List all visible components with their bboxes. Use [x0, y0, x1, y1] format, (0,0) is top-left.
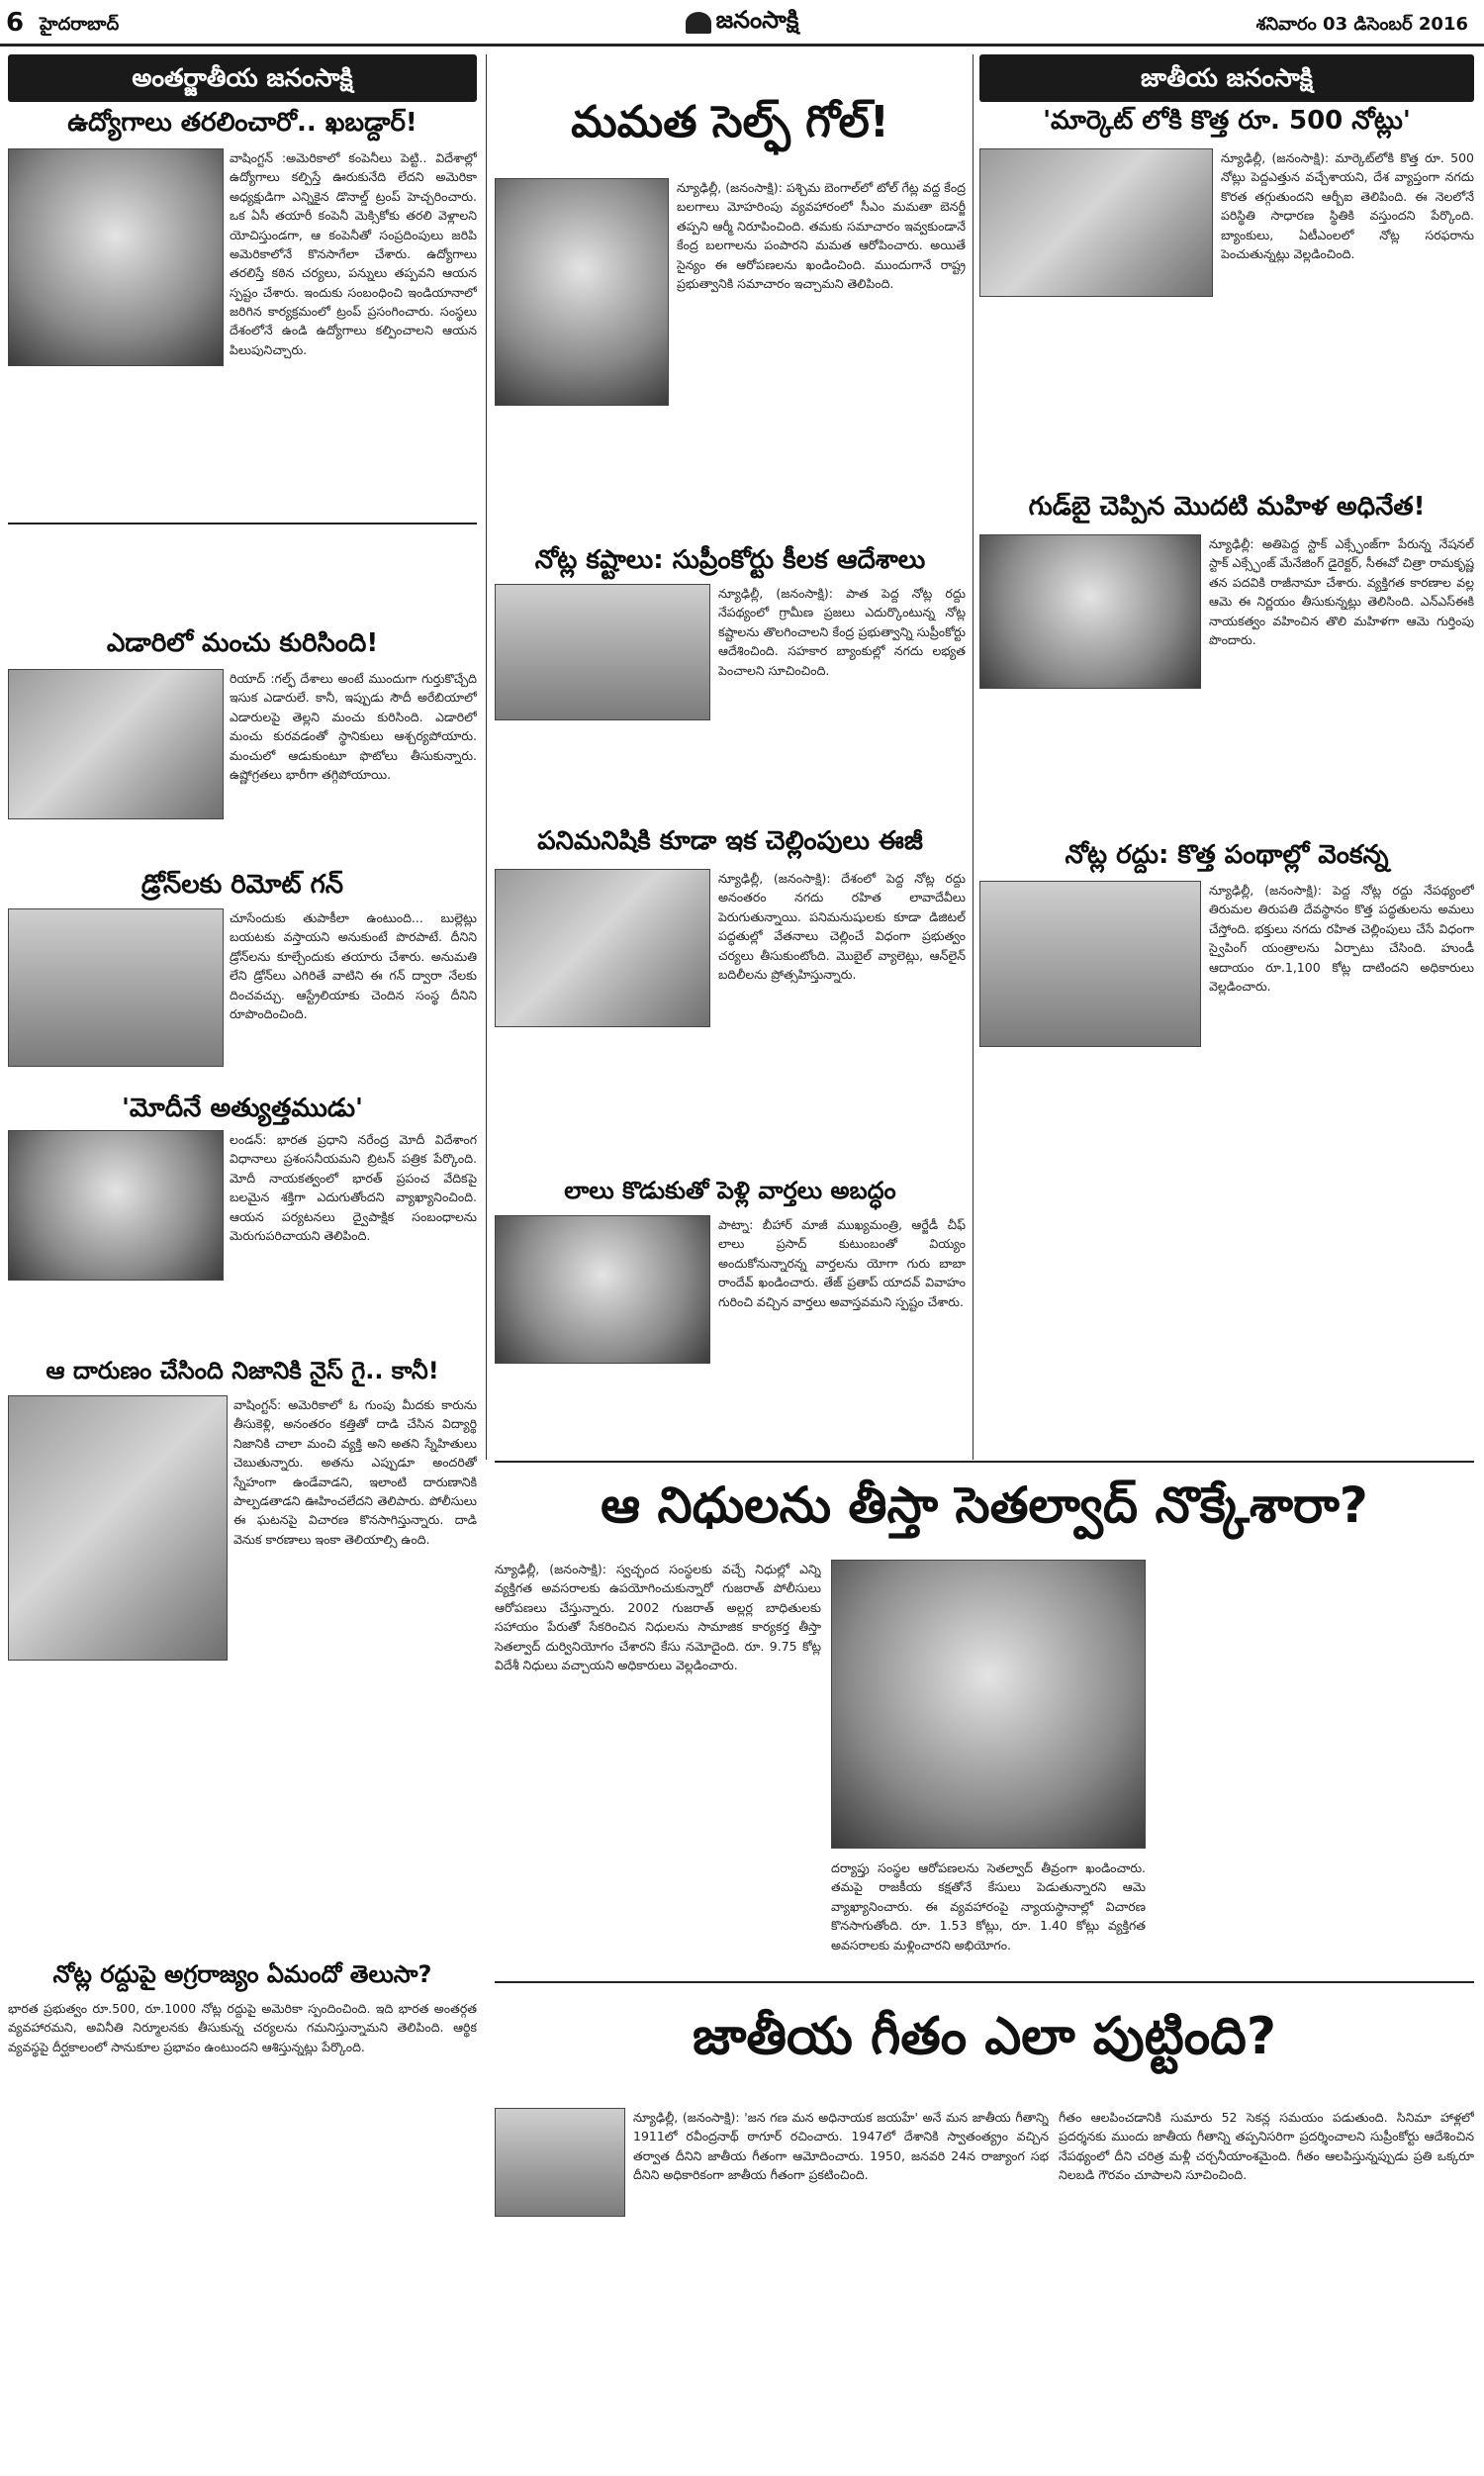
- article-headline: ఎడారిలో మంచు కురిసింది!: [106, 628, 379, 658]
- article-headline: లాలు కొడుకుతో పెళ్లి వార్తలు అబద్ధం: [564, 1177, 896, 1204]
- column-divider: [973, 54, 974, 1460]
- ramdev-lalu-photo: [495, 1215, 710, 1364]
- header-rule: [0, 44, 1484, 47]
- article-body: గీతం ఆలపించడానికి సుమారు 52 సెకన్ల సమయం పడుతుంది. సినిమా హాళ్లలో ప్రదర్శనకు ముందు జాతీయ గీతాన్ని తప్పనిసరిగా ప్రదర్శించాలని సుప్రీంకోర్టు ఆదేశించిన నేపథ్యంలో దీని చరిత్ర మళ్లీ చర్చనీయాంశమైంది. గీతం ఆలపిస్తున్నప్పుడు ప్రతి ఒక్కరూ నిలబడి గౌరవం చూపాలని సూచించింది.: [1059, 2110, 1474, 2183]
- drone-gun-photo: [8, 908, 224, 1067]
- issue-date: శనివారం 03 డిసెంబర్ 2016: [1255, 14, 1468, 35]
- supreme-court-photo: [495, 584, 710, 720]
- article-body: చూసేందుకు తుపాకీలా ఉంటుంది... బుల్లెట్లు బయటకు వస్తాయని అనుకుంటే పొరపాటే. దీనిని డ్రోన్‌లను కూల్చేందుకు తయారు చేశారు. అనుమతి లేని డ్రోన్‌లు ఎగిరితే వాటిని ఈ గన్ ద్వారా నేలకు దించవచ్చు. ఆస్ట్రేలియాకు చెందిన సంస్థ దీనిని రూపొందించింది.: [230, 910, 477, 1021]
- article-body: భారత ప్రభుత్వం రూ.500, రూ.1000 నోట్ల రద్దుపై అమెరికా స్పందించింది. ఇది భారత అంతర్గత వ్యవహారమని, అవినీతి నిర్మూలనకు తీసుకున్న చర్యలను గమనిస్తున్నామని తెలిపింది. ఆర్థిక వ్యవస్థపై దీర్ఘకాలంలో సానుకూల ప్రభావం ఉంటుందని ఆశిస్తున్నట్లు పేర్కొంది.: [8, 2001, 477, 2054]
- column-divider: [486, 54, 487, 1460]
- article-body: న్యూఢిల్లీ, (జనంసాక్షి): మార్కెట్‌లోకి కొత్త రూ. 500 నోట్లు పెద్దఎత్తున వచ్చేశాయని, దేశ వ్యాప్తంగా నగదు కొరత తగ్గుతుందని ఆర్బీఐ తెలిపింది. ఈ నెలలోనే పరిస్థితి సాధారణ స్థితికి వస్తుందని పేర్కొంది. బ్యాంకులు, ఏటీఎంలలో నోట్ల సరఫరాను పెంచుతున్నట్లు వెల్లడించింది.: [1221, 150, 1474, 261]
- masthead-logo-icon: [686, 12, 711, 34]
- payments-photo: [495, 869, 710, 1027]
- flag-photo: [495, 2108, 625, 2217]
- chitra-ramkrishna-photo: [979, 534, 1201, 689]
- article-headline: 'మార్కెట్ లోకి కొత్త రూ. 500 నోట్లు': [1043, 106, 1411, 136]
- national-section-banner: జాతీయ జనంసాక్షి: [979, 54, 1474, 102]
- venkanna-photo: [979, 881, 1201, 1047]
- trump-photo: [8, 148, 224, 366]
- city-name: హైదరాబాద్: [40, 14, 120, 35]
- international-section-banner: అంతర్జాతీయ జనంసాక్షి: [8, 54, 477, 102]
- new-currency-photo: [979, 148, 1213, 297]
- article-headline: నోట్ల రద్దుపై అగ్రరాజ్యం ఏమందో తెలుసా?: [52, 1960, 432, 1988]
- article-body: న్యూఢిల్లీ, (జనంసాక్షి): స్వచ్ఛంద సంస్థలకు వచ్చే నిధుల్లో ఎన్ని వ్యక్తిగత అవసరాలకు ఉపయోగించుకున్నారో గుజరాత్ పోలీసులు ఆరోపణలు చేస్తున్నారు. 2002 గుజరాత్ అల్లర్ల బాధితులకు సహాయం పేరుతో సేకరించిన నిధులను సామాజిక కార్యకర్త తీస్తా సెతల్వాద్ దుర్వినియోగం చేశారని కేసు నమోదైంది. రూ. 9.75 కోట్ల విదేశీ నిధులు వచ్చాయని అధికారులు వెల్లడించారు.: [495, 1562, 821, 1672]
- mamata-photo: [495, 178, 669, 406]
- snowmen-photo: [8, 669, 224, 819]
- section-rule: [495, 1981, 1474, 1983]
- teesta-headline: ఆ నిధులను తీస్తా సెతల్వాద్ నొక్కేశారా?: [601, 1476, 1368, 1534]
- article-body: [1154, 1560, 1474, 1975]
- teesta-setalvad-photo: [831, 1560, 1146, 1849]
- article-body: వాషింగ్టన్: అమెరికాలో ఓ గుంపు మీదకు కారును తీసుకెళ్లి, అనంతరం కత్తితో దాడి చేసిన విద్యార్థి నిజానికి చాలా మంచి వ్యక్తి అని అతని స్నేహితులు చెబుతున్నారు. అతను ఎప్పుడూ అందరితో స్నేహంగా ఉండేవాడని, ఇలాంటి దారుణానికి పాల్పడతాడని ఊహించలేదని తెలిపారు. పోలీసులు ఈ ఘటనపై విచారణ కొనసాగిస్తున్నారు. దాడి వెనుక కారణాలు ఇంకా తెలియాల్సి ఉంది.: [233, 1397, 477, 1547]
- article-body: లండన్: భారత ప్రధాని నరేంద్ర మోదీ విదేశాంగ విధానాలు ప్రశంసనీయమని బ్రిటన్ పత్రిక పేర్కొంది. మోదీ నాయకత్వంలో భారత్ ప్రపంచ వేదికపై బలమైన శక్తిగా ఎదుగుతోందని వ్యాఖ్యానించింది. ఆయన పర్యటనలు ద్వైపాక్షిక సంబంధాలను మెరుగుపరిచాయని తెలిపింది.: [230, 1132, 477, 1243]
- article-body: దర్యాప్తు సంస్థల ఆరోపణలను సెతల్వాద్ తీవ్రంగా ఖండించారు. తమపై రాజకీయ కక్షతోనే కేసులు పెడుతున్నారని ఆమె వ్యాఖ్యానించారు. ఈ వ్యవహారంపై న్యాయస్థానాల్లో విచారణ కొనసాగుతోంది. రూ. 1.53 కోట్లు, రూ. 1.40 కోట్లు వ్యక్తిగత అవసరాలకు మళ్లించారని అభియోగం.: [831, 1860, 1146, 1952]
- article-body: వాషింగ్టన్ :అమెరికాలో కంపెనీలు పెట్టి.. విదేశాల్లో ఉద్యోగాలు కల్పిస్తే ఊరుకునేది లేదని అమెరికా అధ్యక్షుడిగా ఎన్నికైన డొనాల్డ్ ట్రంప్ హెచ్చరించారు. ఒక ఏసీ తయారీ కంపెనీ మెక్సికోకు తరలి వెళ్లాలని యోచిస్తుండగా, ఆ కంపెనీతో సంప్రదింపులు జరిపి అమెరికాలోనే కొనసాగేలా చేశారు. ఉద్యోగాలు తరలిస్తే కఠిన చర్యలు, పన్నులు తప్పవని ఆయన స్పష్టం చేశారు. ఇందుకు సంబంధించి ఇండియానాలో జరిగిన కార్యక్రమంలో ట్రంప్ ప్రసంగించారు. సంస్థలు దేశంలోనే ఉండి ఉద్యోగాలు కల్పించాలని ఆయన పిలుపునిచ్చారు.: [230, 150, 477, 357]
- article-headline: నోట్ల రద్దు: కొత్త పంథాల్లో వెంకన్న: [1065, 840, 1389, 870]
- article-body: న్యూఢిల్లీ, (జనంసాక్షి): పశ్చిమ బెంగాల్‌లో టోల్ గేట్ల వద్ద కేంద్ర బలగాలు మోహరింపు వ్యవహారంలో సీఎం మమతా బెనర్జీ తప్పని ఆర్మీ నిరూపించింది. తమకు సమాచారం ఇవ్వకుండానే కేంద్ర బలగాలను పంపారని మమత ఆరోపించారు. అయితే సైన్యం ఈ ఆరోపణలను ఖండించింది. ముందుగానే రాష్ట్ర ప్రభుత్వానికి సమాచారం ఇచ్చామని తెలిపింది.: [677, 180, 966, 291]
- article-headline: ఉద్యోగాలు తరలించారో.. ఖబడ్దార్!: [67, 108, 417, 138]
- article-body: పాట్నా: బీహార్ మాజీ ముఖ్యమంత్రి, ఆర్జేడీ చీఫ్ లాలు ప్రసాద్ కుటుంబంతో వియ్యం అందుకోనున్నారన్న వార్తలను యోగా గురు బాబా రాందేవ్ ఖండించారు. తేజ్ ప్రతాప్ యాదవ్ వివాహం గురించి వచ్చిన వార్తలు అవాస్తవమని స్పష్టం చేశారు.: [718, 1217, 966, 1309]
- article-rule: [8, 523, 477, 524]
- section-rule: [495, 1461, 1474, 1463]
- article-headline: 'మోదీనే అత్యుత్తముడు': [121, 1094, 364, 1123]
- masthead-title: జనంసాక్షి: [715, 6, 799, 34]
- article-headline: గుడ్‌బై చెప్పిన మొదటి మహిళ అధినేత!: [1028, 492, 1426, 522]
- article-body: [495, 410, 966, 445]
- suspect-photo: [8, 1395, 228, 1661]
- article-body: న్యూఢిల్లీ: అతిపెద్ద స్టాక్ ఎక్స్ఛేంజ్‌గా పేరున్న నేషనల్ స్టాక్ ఎక్స్ఛేంజ్ మేనేజింగ్ డైరెక్టర్, సీఈవో చిత్రా రామకృష్ణ తన పదవికి రాజీనామా చేశారు. వ్యక్తిగత కారణాల వల్ల ఆమె ఈ నిర్ణయం తీసుకున్నట్లు తెలిసింది. ఎన్ఎస్ఈకి నాయకత్వం వహించిన తొలి మహిళగా ఆమె గుర్తింపు పొందారు.: [1209, 536, 1474, 647]
- article-body: న్యూఢిల్లీ, (జనంసాక్షి): దేశంలో పెద్ద నోట్ల రద్దు అనంతరం నగదు రహిత లావాదేవీలు పెరుగుతున్నాయి. పనిమనుషులకు కూడా డిజిటల్ పద్ధతుల్లో వేతనాలు చెల్లించే విధంగా ప్రభుత్వం చర్యలు తీసుకుంటోంది. మొబైల్ వ్యాలెట్లు, ఆన్‌లైన్ బదిలీలను ప్రోత్సహిస్తున్నారు.: [718, 871, 966, 982]
- article-body: న్యూఢిల్లీ, (జనంసాక్షి): పాత పెద్ద నోట్ల రద్దు నేపథ్యంలో గ్రామీణ ప్రజలు ఎదుర్కొంటున్న నోట్ల కష్టాలను తొలగించాలని కేంద్ర ప్రభుత్వాన్ని సుప్రీంకోర్టు ఆదేశించింది. సహకార బ్యాంకుల్లో నగదు లభ్యత పెంచాలని సూచించింది.: [718, 586, 966, 678]
- article-headline: డ్రోన్‌లకు రిమోట్ గన్: [140, 870, 344, 900]
- article-body: రియాద్ :గల్ఫ్ దేశాలు అంటే ముందుగా గుర్తుకొచ్చేది ఇసుక ఎడారులే. కానీ, ఇప్పుడు సౌదీ అరేబియాలో ఎడారులపై తెల్లని మంచు కురిసింది. ఎడారిలో మంచు కురవడంతో స్థానికులు ఆశ్చర్యపోయారు. మంచులో ఆడుకుంటూ ఫొటోలు తీసుకున్నారు. ఉష్ణోగ్రతలు భారీగా తగ్గిపోయాయి.: [230, 671, 477, 782]
- anthem-headline: జాతీయ గీతం ఎలా పుట్టింది?: [692, 2007, 1277, 2066]
- article-body: న్యూఢిల్లీ, (జనంసాక్షి): పెద్ద నోట్ల రద్దు నేపథ్యంలో తిరుమల తిరుపతి దేవస్థానం కొత్త పద్ధతులను అమలు చేస్తోంది. భక్తులు నగదు రహిత చెల్లింపులు చేసే విధంగా స్వైపింగ్ యంత్రాలను ఏర్పాటు చేసింది. హుండీ ఆదాయం రూ.1,100 కోట్ల దాటిందని అధికారులు వెల్లడించారు.: [1209, 883, 1474, 994]
- article-headline: పనిమనిషికి కూడా ఇక చెల్లింపులు ఈజీ: [537, 826, 923, 856]
- article-headline: నోట్ల కష్టాలు: సుప్రీంకోర్టు కీలక ఆదేశాలు: [534, 545, 926, 575]
- lead-headline: మమత సెల్ఫ్ గోల్!: [571, 97, 889, 147]
- page-number: 6: [6, 8, 25, 38]
- article-headline: ఆ దారుణం చేసింది నిజానికి నైస్ గై.. కానీ!: [46, 1357, 439, 1384]
- article-body: న్యూఢిల్లీ, (జనంసాక్షి): 'జన గణ మన అధినాయక జయహే' అనే మన జాతీయ గీతాన్ని 1911లో రవీంద్రనాథ్ ఠాగూర్ రచించారు. 1947లో దేశానికి స్వాతంత్య్రం వచ్చిన తర్వాత దీనిని జాతీయ గీతంగా ఆమోదించారు. 1950, జనవరి 24న రాజ్యాంగ సభ దీనిని అధికారికంగా జాతీయ గీతంగా ప్రకటించింది.: [633, 2110, 1049, 2183]
- modi-photo: [8, 1130, 224, 1281]
- masthead: [633, 6, 851, 40]
